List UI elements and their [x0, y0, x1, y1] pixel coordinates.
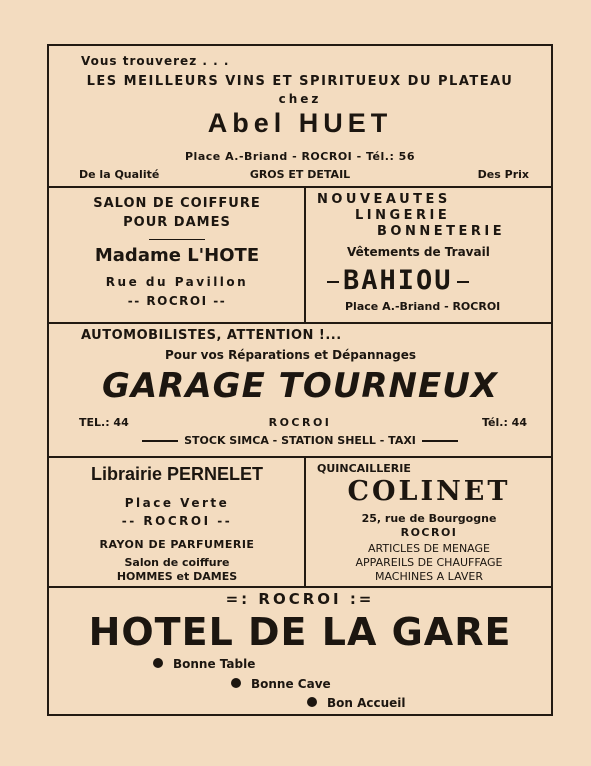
hotel-item-2 — [231, 677, 331, 691]
bahiou-line3: BONNETERIE — [377, 224, 506, 239]
divider-2 — [49, 322, 551, 324]
huet-quality: De la Qualité — [79, 168, 160, 181]
huet-tagline: LES MEILLEURS VINS ET SPIRITUEUX DU PLATEAU — [86, 74, 514, 89]
bahiou-address: Place A.-Briand - ROCROI — [345, 300, 501, 313]
bullet-icon — [153, 658, 163, 668]
lhote-town: -- ROCROI -- — [127, 294, 227, 308]
garage-tel-left: TEL.: 44 — [79, 416, 129, 429]
bahiou-dash-right — [457, 281, 469, 283]
divider-v-1 — [304, 188, 306, 322]
colinet-line2: APPAREILS DE CHAUFFAGE — [355, 556, 503, 569]
huet-name: Abel HUET — [207, 108, 393, 138]
pernelet-line3: HOMMES et DAMES — [116, 570, 238, 583]
bahiou-dash-left — [327, 281, 339, 283]
garage-services-row — [49, 434, 551, 447]
garage-name: GARAGE TOURNEUX — [101, 366, 499, 406]
lhote-ornament — [149, 239, 205, 240]
divider-v-2 — [304, 458, 306, 586]
pernelet-town: -- ROCROI -- — [121, 514, 233, 528]
divider-4 — [49, 586, 551, 588]
huet-wholesale: GROS ET DETAIL — [249, 168, 351, 181]
bahiou-line4: Vêtements de Travail — [347, 245, 490, 259]
lhote-line2: POUR DAMES — [123, 215, 231, 230]
pernelet-line2: Salon de coiffure — [124, 556, 230, 569]
bahiou-name-row — [327, 265, 469, 296]
bahiou-name: BAHIOU — [343, 265, 453, 296]
hotel-item-1-label: Bonne Table — [173, 657, 256, 671]
colinet-street: 25, rue de Bourgogne — [361, 512, 497, 525]
garage-dash-right — [422, 440, 458, 442]
hotel-item-1 — [153, 657, 255, 671]
garage-headline: AUTOMOBILISTES, ATTENTION !... — [81, 328, 342, 343]
pernelet-name: Librairie PERNELET — [90, 464, 264, 484]
bahiou-line1: NOUVEAUTES — [317, 192, 451, 207]
advert-frame — [47, 44, 553, 716]
lhote-street: Rue du Pavillon — [105, 275, 249, 289]
colinet-name: COLINET — [347, 476, 511, 507]
garage-sub: Pour vos Réparations et Dépannages — [165, 348, 416, 362]
hotel-item-2-label: Bonne Cave — [251, 677, 331, 691]
colinet-line1: ARTICLES DE MENAGE — [368, 542, 490, 555]
divider-3 — [49, 456, 551, 458]
hotel-item-3-label: Bon Accueil — [327, 696, 406, 710]
pernelet-street: Place Verte — [124, 496, 230, 510]
colinet-label: QUINCAILLERIE — [317, 462, 411, 475]
lhote-line1: SALON DE COIFFURE — [93, 196, 261, 211]
huet-address: Place A.-Briand - ROCROI - Tél.: 56 — [185, 150, 415, 163]
bahiou-line2: LINGERIE — [355, 208, 451, 223]
bullet-icon — [307, 697, 317, 707]
bullet-icon — [231, 678, 241, 688]
huet-intro: Vous trouverez . . . — [81, 54, 230, 68]
garage-tel-right: Tél.: 44 — [482, 416, 527, 429]
garage-services: STOCK SIMCA - STATION SHELL - TAXI — [184, 434, 416, 447]
hotel-item-3 — [307, 696, 406, 710]
lhote-name: Madame L'HOTE — [94, 245, 260, 266]
garage-town: ROCROI — [268, 416, 332, 429]
divider-1 — [49, 186, 551, 188]
hotel-town: =: ROCROI := — [225, 590, 375, 608]
garage-dash-left — [142, 440, 178, 442]
colinet-line3: MACHINES A LAVER — [374, 570, 484, 583]
pernelet-line1: RAYON DE PARFUMERIE — [99, 538, 255, 551]
colinet-town: ROCROI — [400, 526, 458, 539]
huet-chez: chez — [278, 92, 322, 106]
hotel-name: HOTEL DE LA GARE — [88, 610, 512, 654]
huet-prices: Des Prix — [477, 168, 529, 181]
